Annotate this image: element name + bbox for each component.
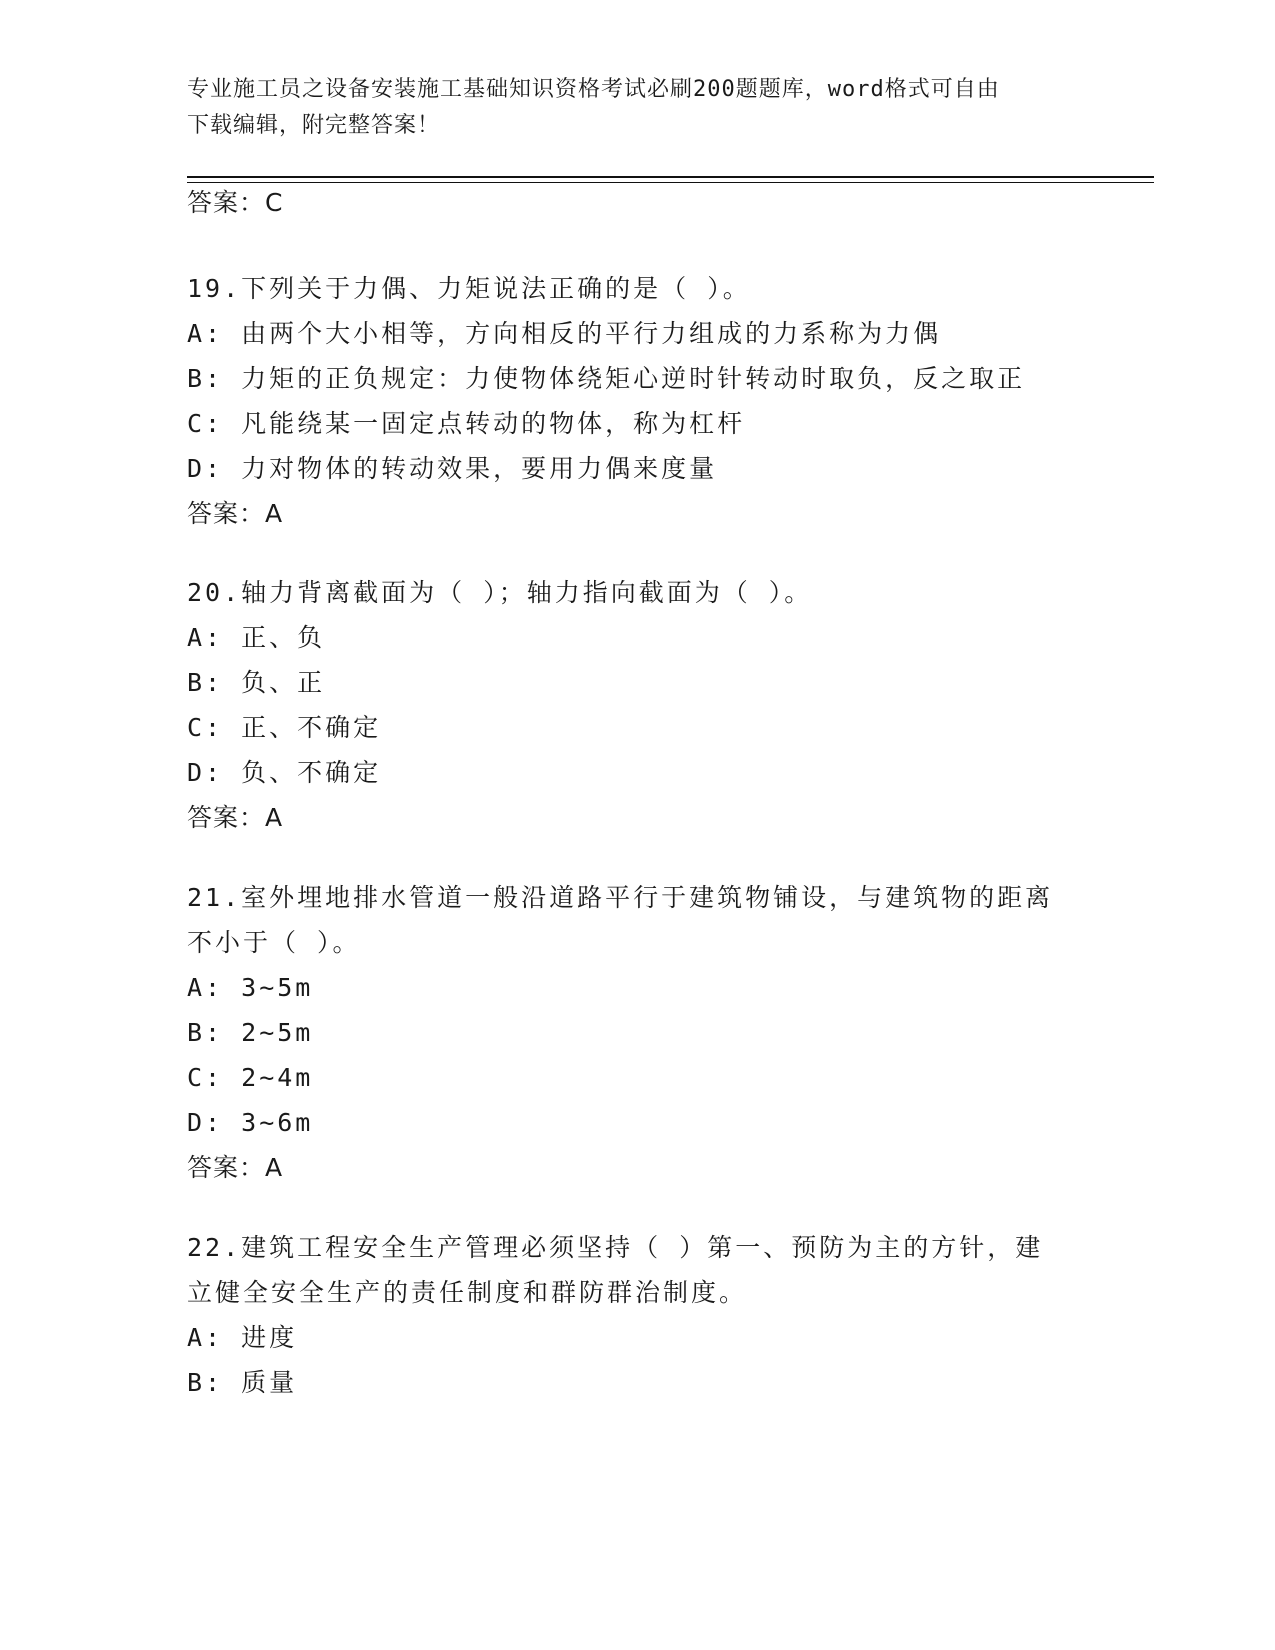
- question-stem-line-2: 立健全安全生产的责任制度和群防群治制度。: [187, 1278, 748, 1307]
- answer-line: 答案：A: [187, 499, 284, 528]
- answer-line: 答案：C: [187, 188, 284, 217]
- question-stem: 20.轴力背离截面为（ ）；轴力指向截面为（ ）。: [187, 578, 813, 607]
- question-22: [187, 1225, 1087, 1405]
- option-a: A: 3~5m: [187, 973, 314, 1002]
- question-21: [187, 875, 1087, 1190]
- option-d: D: 3~6m: [187, 1108, 314, 1137]
- header-divider-thick: [187, 176, 1154, 178]
- option-d: D: 负、不确定: [187, 758, 382, 787]
- question-19: [187, 266, 1087, 536]
- option-a: A: 由两个大小相等，方向相反的平行力组成的力系称为力偶: [187, 319, 942, 348]
- question-stem-line-2: 不小于（ ）。: [187, 928, 361, 957]
- option-b: B: 负、正: [187, 668, 326, 697]
- option-c: C: 2~4m: [187, 1063, 314, 1092]
- question-stem: 19.下列关于力偶、力矩说法正确的是（ ）。: [187, 274, 751, 303]
- question-stem-line-1: 22.建筑工程安全生产管理必须坚持（ ）第一、预防为主的方针，建: [187, 1233, 1044, 1262]
- option-b: B: 质量: [187, 1368, 298, 1397]
- header-line-1: 专业施工员之设备安装施工基础知识资格考试必刷200题题库，word格式可自由: [187, 77, 1000, 102]
- question-stem-line-1: 21.室外埋地排水管道一般沿道路平行于建筑物铺设，与建筑物的距离: [187, 883, 1054, 912]
- header-line-2: 下载编辑，附完整答案！: [187, 113, 441, 138]
- option-c: C: 正、不确定: [187, 713, 382, 742]
- option-a: A: 进度: [187, 1323, 298, 1352]
- previous-answer-block: [187, 180, 1087, 225]
- option-b: B: 力矩的正负规定：力使物体绕矩心逆时针转动时取负，反之取正: [187, 364, 1026, 393]
- question-20: [187, 570, 1087, 840]
- answer-line: 答案：A: [187, 1153, 284, 1182]
- option-c: C: 凡能绕某一固定点转动的物体，称为杠杆: [187, 409, 746, 438]
- option-a: A: 正、负: [187, 623, 326, 652]
- document-header: [187, 72, 1087, 144]
- answer-line: 答案：A: [187, 803, 284, 832]
- option-d: D: 力对物体的转动效果，要用力偶来度量: [187, 454, 718, 483]
- option-b: B: 2~5m: [187, 1018, 314, 1047]
